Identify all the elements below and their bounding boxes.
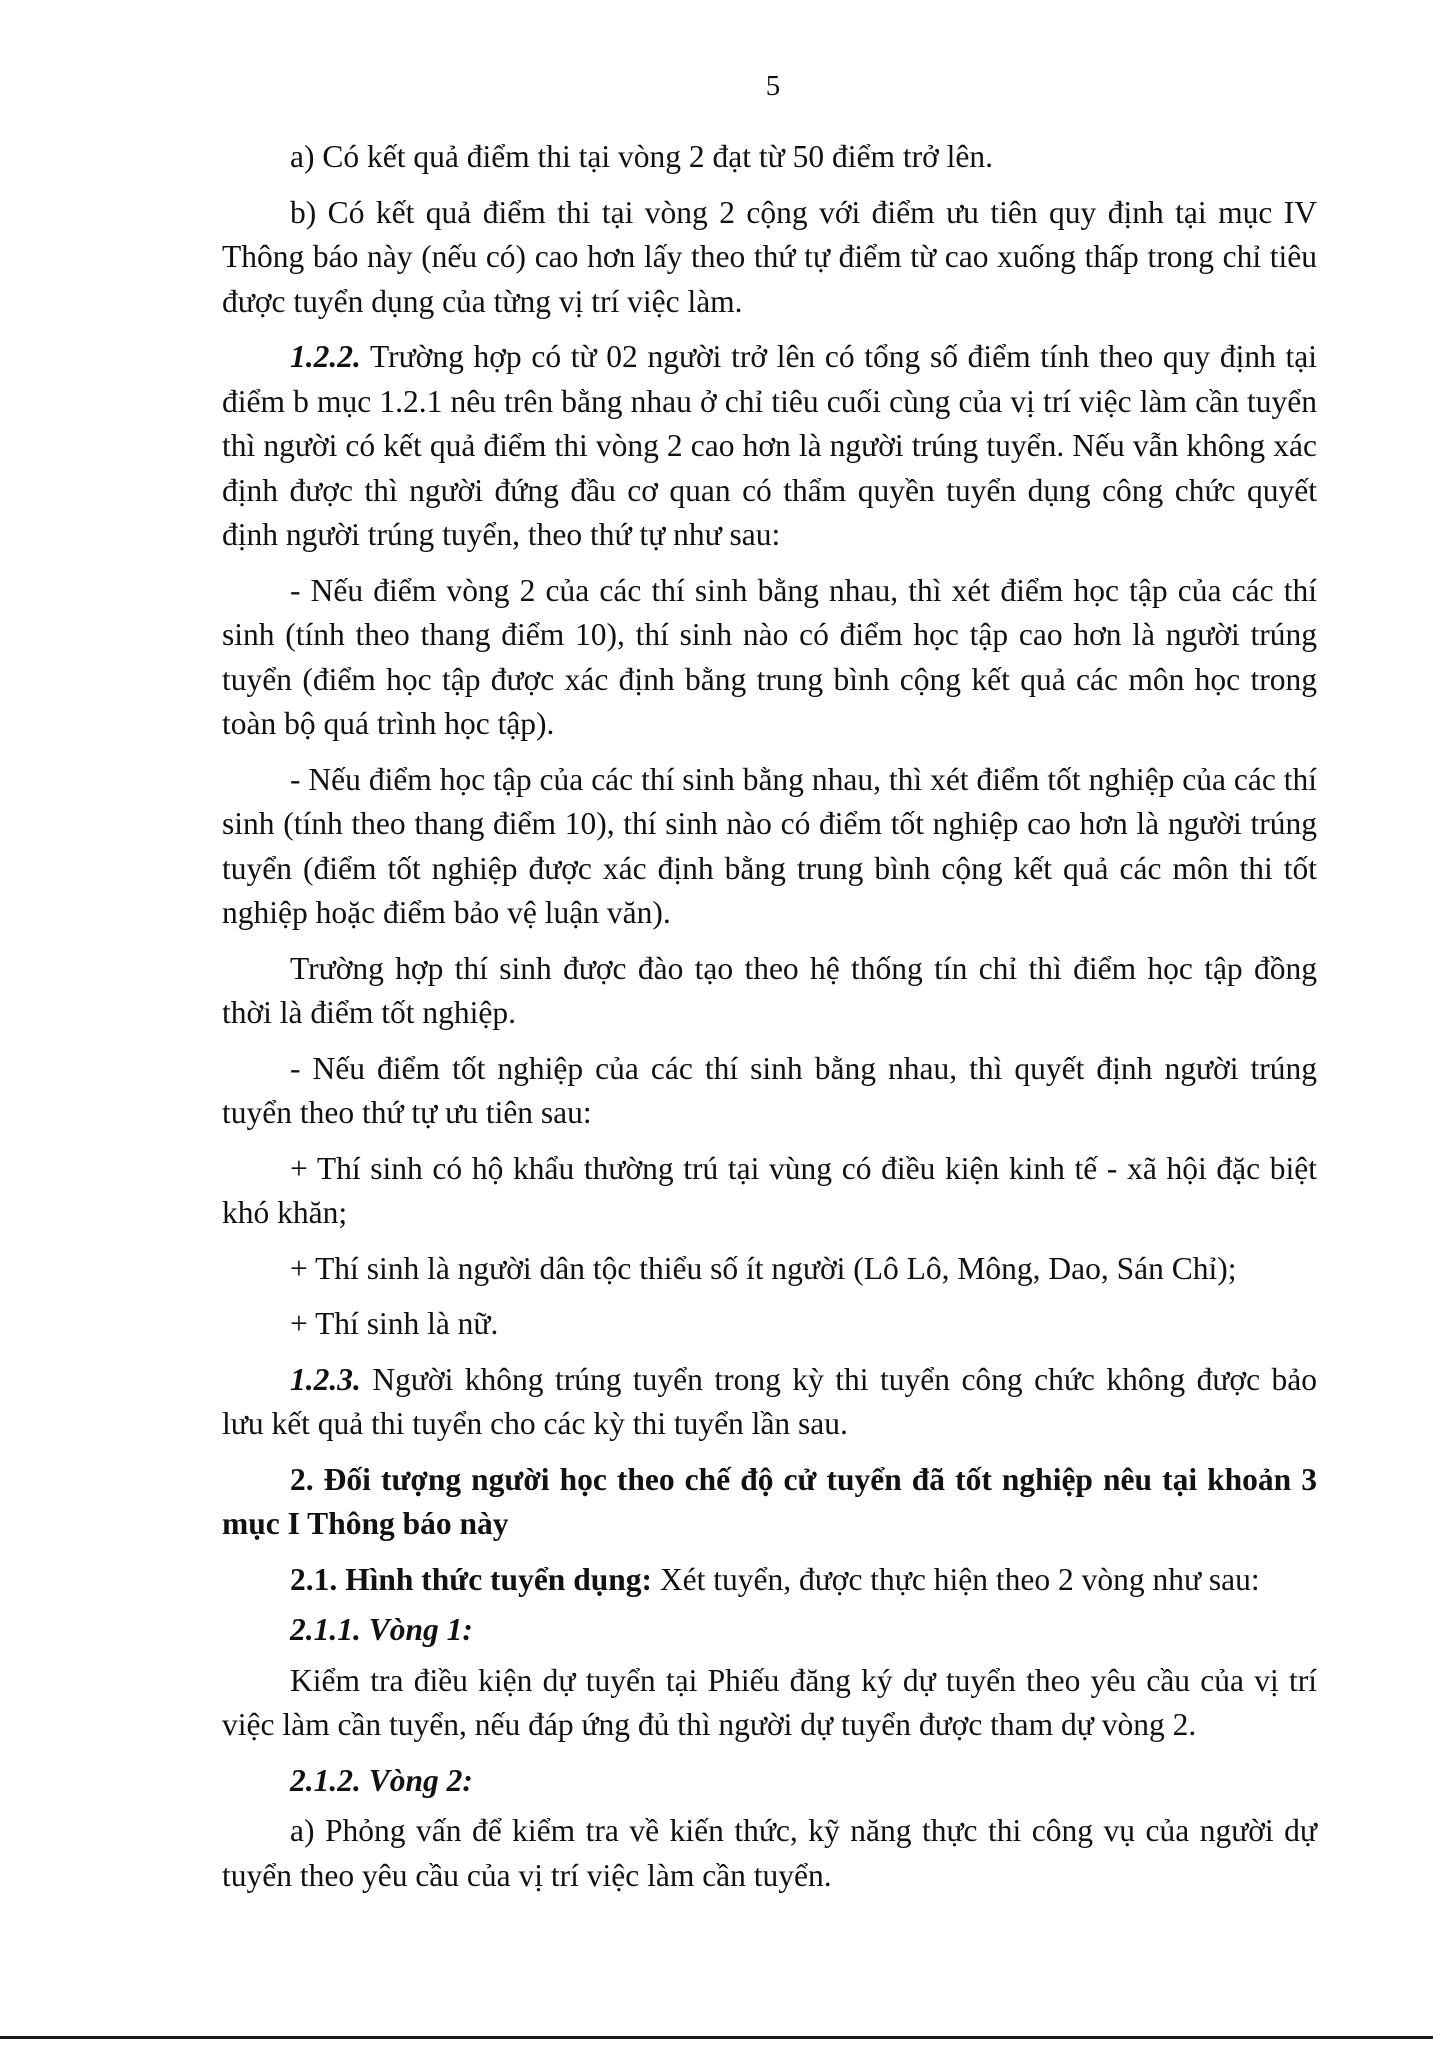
section-label-1-2-2: 1.2.2. [290,339,361,374]
paragraph-1-2-2-text: Trường hợp có từ 02 người trở lên có tổng số điểm tính theo quy định tại điểm b mục 1.2.1 nêu trên bằng nhau ở chỉ tiêu cuối cùng của vị trí việc làm cần tuyển thì người có kết quả điểm thi vòng 2 cao hơn là người trúng tuyển. Nếu vẫn không xác định được thì người đứng đầu cơ quan có thẩm quyền tuyển dụng công chức quyết định người trúng tuyển, theo thứ tự như sau: [222,339,1317,552]
section-heading-2-1-1: 2.1.1. Vòng 1: [290,1612,473,1647]
paragraph-tie-rule-round2: - Nếu điểm vòng 2 của các thí sinh bằng nhau, thì xét điểm học tập của các thí sinh (tính theo thang điểm 10), thí sinh nào có điểm học tập cao hơn là người trúng tuyển (điểm học tập được xác định bằng trung bình cộng kết quả các môn học trong toàn bộ quá trình học tập). [222,572,1317,741]
bottom-divider [0,2036,1433,2039]
page-number: 5 [765,70,781,102]
section-label-1-2-3: 1.2.3. [290,1361,361,1397]
paragraph-condition-b: b) Có kết quả điểm thi tại vòng 2 cộng với điểm ưu tiên quy định tại mục IV Thông báo này (nếu có) cao hơn lấy theo thứ tự điểm từ cao xuống thấp trong chỉ tiêu được tuyển dụng của từng vị trí việc làm. [222,194,1317,319]
paragraph-round1-description: Kiểm tra điều kiện dự tuyển tại Phiếu đăng ký dự tuyển theo yêu cầu của vị trí việc làm cần tuyển, nếu đáp ứng đủ thì người dự tuyển được tham dự vòng 2. [222,1662,1317,1742]
paragraph-1-2-2 [222,335,1317,558]
section-label-2-1: 2.1. Hình thức tuyển dụng: [290,1561,652,1597]
paragraph-tie-rule-study: - Nếu điểm học tập của các thí sinh bằng nhau, thì xét điểm tốt nghiệp của các thí sinh (tính theo thang điểm 10), thí sinh nào có điểm tốt nghiệp cao hơn là người trúng tuyển (điểm tốt nghiệp được xác định bằng trung bình cộng kết quả các môn thi tốt nghiệp hoặc điểm bảo vệ luận văn). [222,761,1317,930]
paragraph-tie-rule-graduation: - Nếu điểm tốt nghiệp của các thí sinh bằng nhau, thì quyết định người trúng tuyển theo thứ tự ưu tiên sau: [222,1050,1317,1130]
paragraph-priority-female: + Thí sinh là nữ. [290,1306,499,1341]
section-heading-2: 2. Đối tượng người học theo chế độ cử tuyển đã tốt nghiệp nêu tại khoản 3 mục I Thông báo này [222,1461,1317,1541]
paragraph-2-1 [222,1558,1317,1603]
document-body [222,135,1317,1909]
paragraph-1-2-3-text: Người không trúng tuyển trong kỳ thi tuyển công chức không được bảo lưu kết quả thi tuyển cho các kỳ thi tuyển lần sau. [222,1361,1317,1441]
paragraph-credit-system: Trường hợp thí sinh được đào tạo theo hệ thống tín chỉ thì điểm học tập đồng thời là điểm tốt nghiệp. [222,950,1317,1030]
paragraph-condition-a: a) Có kết quả điểm thi tại vòng 2 đạt từ 50 điểm trở lên. [290,139,993,174]
paragraph-2-1-text: Xét tuyển, được thực hiện theo 2 vòng như sau: [652,1561,1260,1597]
paragraph-round2-interview: a) Phỏng vấn để kiểm tra về kiến thức, kỹ năng thực thi công vụ của người dự tuyển theo yêu cầu của vị trí việc làm cần tuyển. [222,1813,1317,1893]
paragraph-priority-residence: + Thí sinh có hộ khẩu thường trú tại vùng có điều kiện kinh tế - xã hội đặc biệt khó khăn; [222,1150,1317,1230]
paragraph-priority-ethnic: + Thí sinh là người dân tộc thiểu số ít người (Lô Lô, Mông, Dao, Sán Chỉ); [290,1250,1237,1286]
section-heading-2-1-2: 2.1.2. Vòng 2: [290,1762,473,1798]
paragraph-1-2-3 [222,1358,1317,1447]
